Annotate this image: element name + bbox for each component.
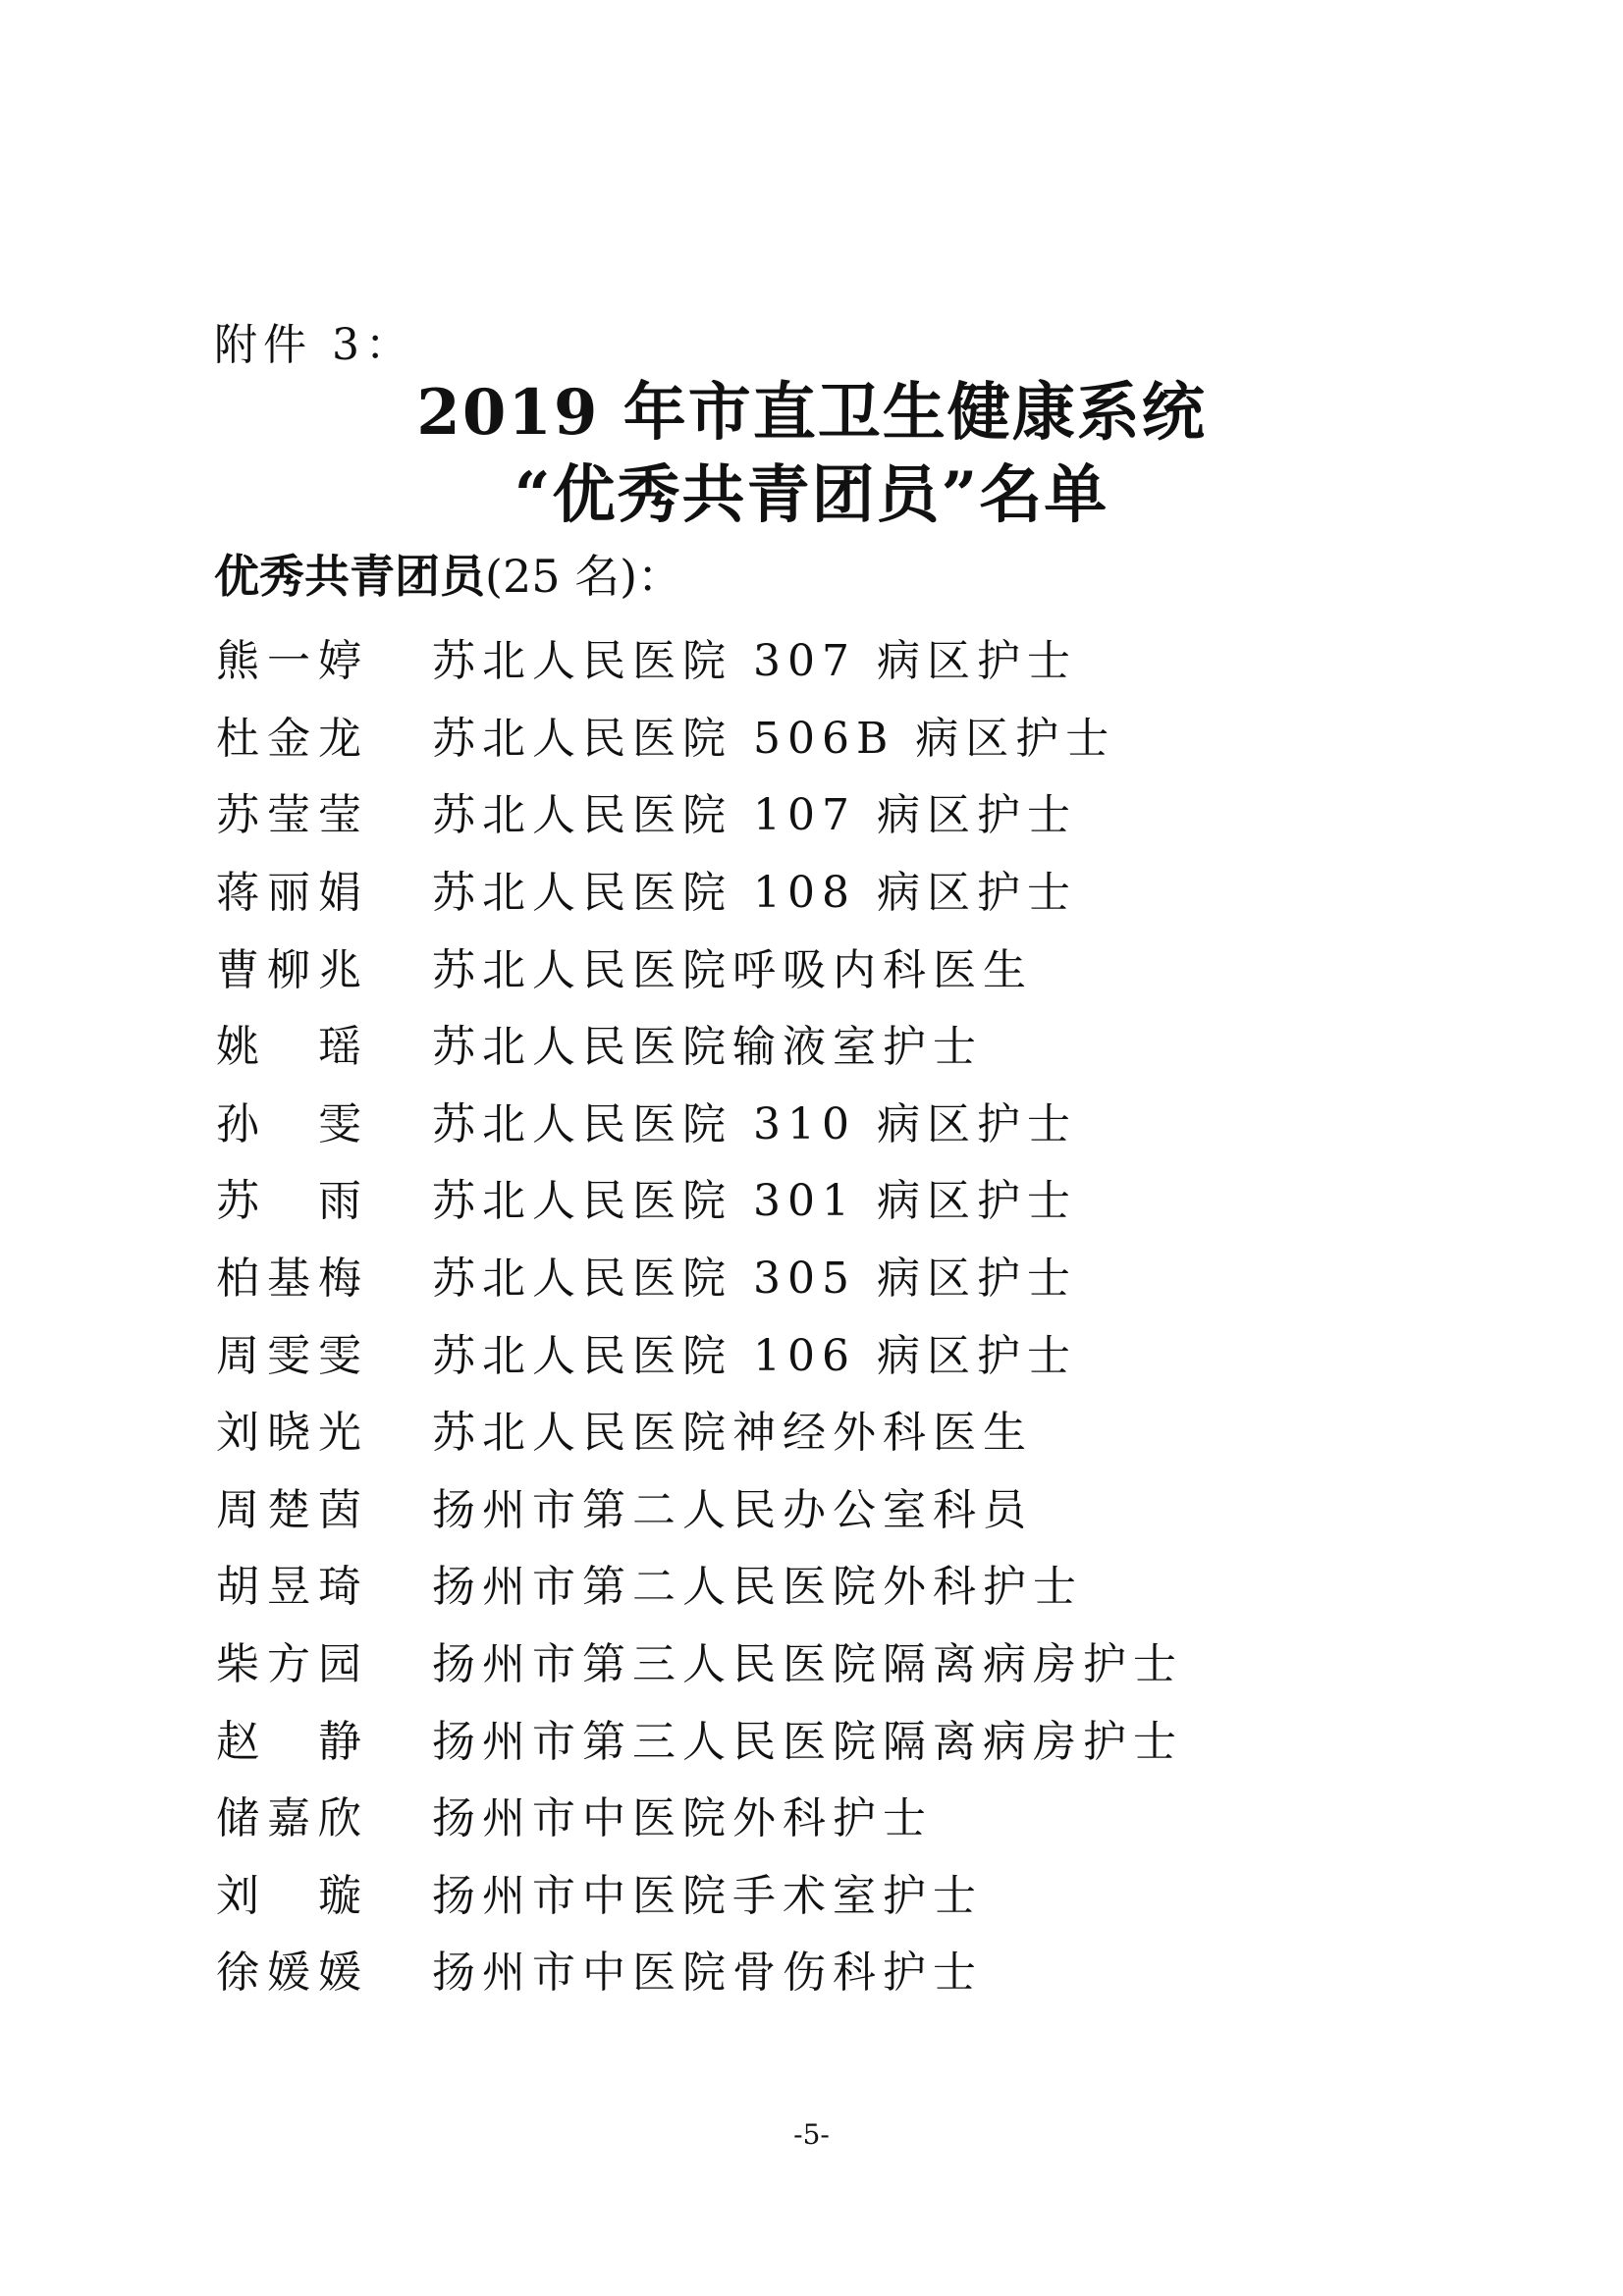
list-item [216,1236,1394,1313]
member-name: 杜金龙 [216,713,369,764]
list-item [216,1544,1394,1622]
member-unit: 扬州市中医院手术室护士 [432,1870,983,1921]
member-unit: 扬州市中医院骨伤科护士 [432,1948,983,1999]
member-unit: 苏北人民医院 106 病区护士 [432,1330,1077,1381]
list-item [216,1930,1394,2007]
list-item [216,1082,1394,1159]
member-unit: 扬州市第三人民医院隔离病房护士 [432,1639,1183,1690]
member-unit: 苏北人民医院 310 病区护士 [432,1098,1077,1149]
member-name: 刘晓光 [216,1408,369,1459]
member-unit: 扬州市第三人民医院隔离病房护士 [432,1716,1183,1767]
member-name: 柏基梅 [216,1254,369,1305]
list-item [216,1698,1394,1776]
member-name: 苏 雨 [216,1176,369,1227]
document-title-line-2: “优秀共青团员”名单 [514,458,1109,532]
list-item [216,1004,1394,1082]
section-count: (25 名)： [485,550,683,603]
member-name: 徐媛媛 [216,1948,369,1999]
member-unit: 苏北人民医院 301 病区护士 [432,1176,1077,1227]
member-name: 周雯雯 [216,1330,369,1381]
member-unit: 扬州市第二人民办公室科员 [432,1484,1033,1535]
member-name: 蒋丽娟 [216,868,369,919]
section-label: 优秀共青团员 [214,550,485,603]
section-heading [214,546,682,607]
list-item [216,1776,1394,1853]
list-item [216,1622,1394,1699]
member-name: 姚 瑶 [216,1022,369,1073]
list-item [216,850,1394,928]
member-unit: 苏北人民医院 305 病区护士 [432,1254,1077,1305]
list-item [216,1468,1394,1545]
member-unit: 苏北人民医院 108 病区护士 [432,868,1077,919]
member-unit: 扬州市中医院外科护士 [432,1793,933,1844]
member-name: 曹柳兆 [216,944,369,995]
page-number: -5- [793,2118,830,2151]
member-unit: 苏北人民医院呼吸内科医生 [432,944,1033,995]
document-title-line-1: 2019 年市直卫生健康系统 [416,376,1207,450]
member-unit: 扬州市第二人民医院外科护士 [432,1562,1083,1613]
member-unit: 苏北人民医院输液室护士 [432,1022,983,1073]
member-name: 胡昱琦 [216,1562,369,1613]
member-name: 孙 雯 [216,1098,369,1149]
member-name: 柴方园 [216,1639,369,1690]
list-item [216,618,1394,696]
member-name: 苏莹莹 [216,790,369,841]
member-name: 刘 璇 [216,1870,369,1921]
member-name: 储嘉欣 [216,1793,369,1844]
list-item [216,927,1394,1004]
list-item [216,773,1394,850]
list-item [216,1853,1394,1931]
member-unit: 苏北人民医院 307 病区护士 [432,636,1077,687]
list-item [216,1390,1394,1468]
member-unit: 苏北人民医院 107 病区护士 [432,790,1077,841]
list-item [216,1158,1394,1236]
member-name: 熊一婷 [216,636,369,687]
member-name: 赵 静 [216,1716,369,1767]
attachment-label: 附件 3： [214,320,414,370]
list-item [216,696,1394,774]
member-unit: 苏北人民医院 506B 病区护士 [432,713,1116,764]
member-unit: 苏北人民医院神经外科医生 [432,1408,1033,1459]
member-list [216,618,1394,2007]
member-name: 周楚茵 [216,1484,369,1535]
list-item [216,1312,1394,1390]
